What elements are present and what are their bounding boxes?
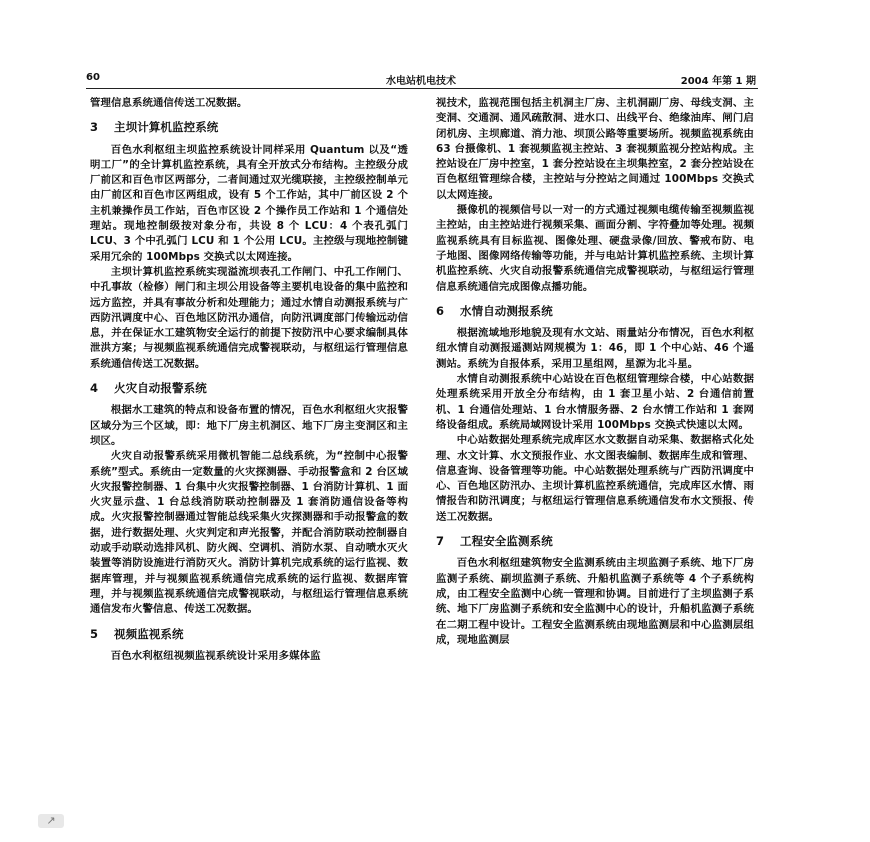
paragraph: 中心站数据处理系统完成库区水文数据自动采集、数据格式化处理、水文计算、水文预报作业、水文图表编制、数据库生成和管理、信息查询、设备管理等功能。中心站数据处理系统与广西防汛调度中心、百色地区防汛办、主坝计算机监控系统通信，完成库区水情、雨情报告和防汛调度；与枢纽运行管理信息系统通信发布水文预报、传送工况数据。 [436, 434, 754, 523]
section-number: 5 [90, 626, 99, 641]
paragraph: 百色水利枢纽视频监视系统设计采用多媒体监 [110, 649, 321, 662]
page-number: 60 [86, 72, 100, 83]
paragraph: 管理信息系统通信传送工况数据。 [90, 97, 248, 109]
section-heading-7 [436, 534, 754, 549]
paragraph: 摄像机的视频信号以一对一的方式通过视频电缆传输至视频监视主控站，由主控站进行视频采集、画面分割、字符叠加等处理。视频监视系统具有目标监视、图像处理、硬盘录像/回放、警戒布防、电子地图、图像网络传输等功能，并与电站计算机监控系统、主坝计算机监控系统、火灾自动报警系统通信完成警视联动，与枢纽运行管理信息系统通信完成图像点播功能。 [436, 204, 754, 293]
paragraph: 主坝计算机监控系统实现溢流坝表孔工作闸门、中孔工作闸门、中孔事故（检修）闸门和主坝公用设备等主要机电设备的集中监控和远方监控，并具有事故分析和处理能力；通过水情自动测报系统与广西防汛调度中心、百色地区防汛办通信，向防汛调度部门传输远动信息，并在保证水工建筑物安全运行的前提下按防汛中心要求编制具体泄洪方案；与视频监视系统通信完成警视联动，与枢纽运行管理信息系统通信传送工况数据。 [90, 265, 408, 370]
section-number: 6 [436, 303, 445, 318]
paragraph: 百色水利枢纽建筑物安全监测系统由主坝监测子系统、地下厂房监测子系统、副坝监测子系统、升船机监测子系统等 4 个子系统构成，由工程安全监测中心统一管理和协调。目前进行了主坝监测子系统、地下厂房监测子系统和安全监测中心的设计，升船机监测子系统在二期工程中设计。工程安全监测系统由现地监测层和中心监测层组成，现地监测层 [436, 557, 754, 646]
section-number: 7 [436, 534, 445, 549]
paragraph: 百色水利枢纽主坝监控系统设计同样采用 Quantum 以及“透明工厂”的全计算机监控系统，具有全开放式分布结构。主控级分成厂前区和百色市区两部分，二者间通过双光缆联接，主控级控制单元由厂前区和百色市区两组成，设有 5 个工作站，其中厂前区设 2 个主机兼操作员工作站，百色市区设 2 个操作员工作站和 1 个通信处理站。现地控制级按对象分布，共设 8 个 LCU：4 个表孔弧门 LCU、3 个中孔弧门 LCU 和 1 个公用 LCU。主控级与现地控制键采用冗余的 100Mbps 交换式以太网连接。 [90, 143, 408, 263]
paragraph: 根据水工建筑的特点和设备布置的情况，百色水利枢纽火灾报警区域分为三个区域，即：地下厂房主机洞区、地下厂房主变洞区和主坝区。 [90, 404, 408, 447]
section-title: 火灾自动报警系统 [114, 381, 207, 396]
section-title: 工程安全监测系统 [460, 534, 553, 549]
section-heading-6 [436, 304, 754, 319]
right-column [436, 96, 754, 648]
section-number: 3 [90, 120, 99, 135]
section-number: 4 [90, 381, 99, 396]
running-header [86, 72, 756, 88]
paragraph: 火灾自动报警系统采用微机智能二总线系统，为“控制中心报警系统”型式。系统由一定数量的火灾探测器、手动报警盒和 2 台区域火灾报警控制器、1 台集中火灾报警控制器、1 台消防计算机、1 面火灾显示盘、1 台总线消防联动控制器及 1 套消防通信设备等构成。火灾报警控制器通过智能总线采集火灾探测器和手动报警盒的数据，进行数据处理、火灾判定和声光报警，并配合消防联动控制器自动或手动联动选排风机、防火阀、空调机、消防水泵、自动喷水灭火装置等消防设施进行消防灭火。消防计算机完成系统的运行监视、数据库管理，并与视频监视系统通信完成系统的运行监视、数据库管理，并与视频监视系统通信完成警视联动，与枢纽运行管理信息系统通信发布火警信息、传送工况数据。 [90, 450, 408, 616]
section-title: 视频监视系统 [114, 626, 184, 641]
issue-label: 2004 年第 1 期 [680, 76, 756, 87]
section-title: 水情自动测报系统 [460, 303, 553, 318]
left-column [90, 96, 408, 664]
paragraph: 根据流域地形地貌及现有水文站、雨量站分布情况，百色水利枢纽水情自动测报遥测站网规模为 1：46，即 1 个中心站、46 个遥测站。系统为自报体系，采用卫星组网，星源为北斗星。 [436, 327, 754, 370]
page-curl-icon: ↗ [38, 814, 64, 828]
section-title: 主坝计算机监控系统 [114, 120, 219, 135]
header-rule [86, 88, 758, 89]
paragraph: 视技术，监视范围包括主机洞主厂房、主机洞副厂房、母线支洞、主变洞、交通洞、通风疏散洞、进水口、出线平台、绝缘油库、闸门启闭机房、主坝廊道、消力池、坝顶公路等重要场所。视频监视系统由 63 台摄像机、1 套视频监视主控站、3 套视频监视分控站构成。主控站设在厂房中控室，1 套分控站设在主坝集控室，2 套分控站设在百色枢纽管理综合楼，主控站与分控站之间通过 100Mbps 交换式以太网连接。 [436, 97, 754, 201]
section-heading-4 [90, 381, 408, 396]
journal-name: 水电站机电技术 [386, 76, 456, 87]
section-heading-3 [90, 120, 408, 135]
section-heading-5 [90, 627, 408, 642]
paragraph: 水情自动测报系统中心站设在百色枢纽管理综合楼，中心站数据处理系统采用开放全分布结构，由 1 套卫星小站、2 台通信前置机、1 台通信处理站、1 台水情服务器、2 台水情工作站和 1 套网络设备组成。系统局域网设计采用 100Mbps 交换式快速以太网。 [436, 373, 754, 431]
